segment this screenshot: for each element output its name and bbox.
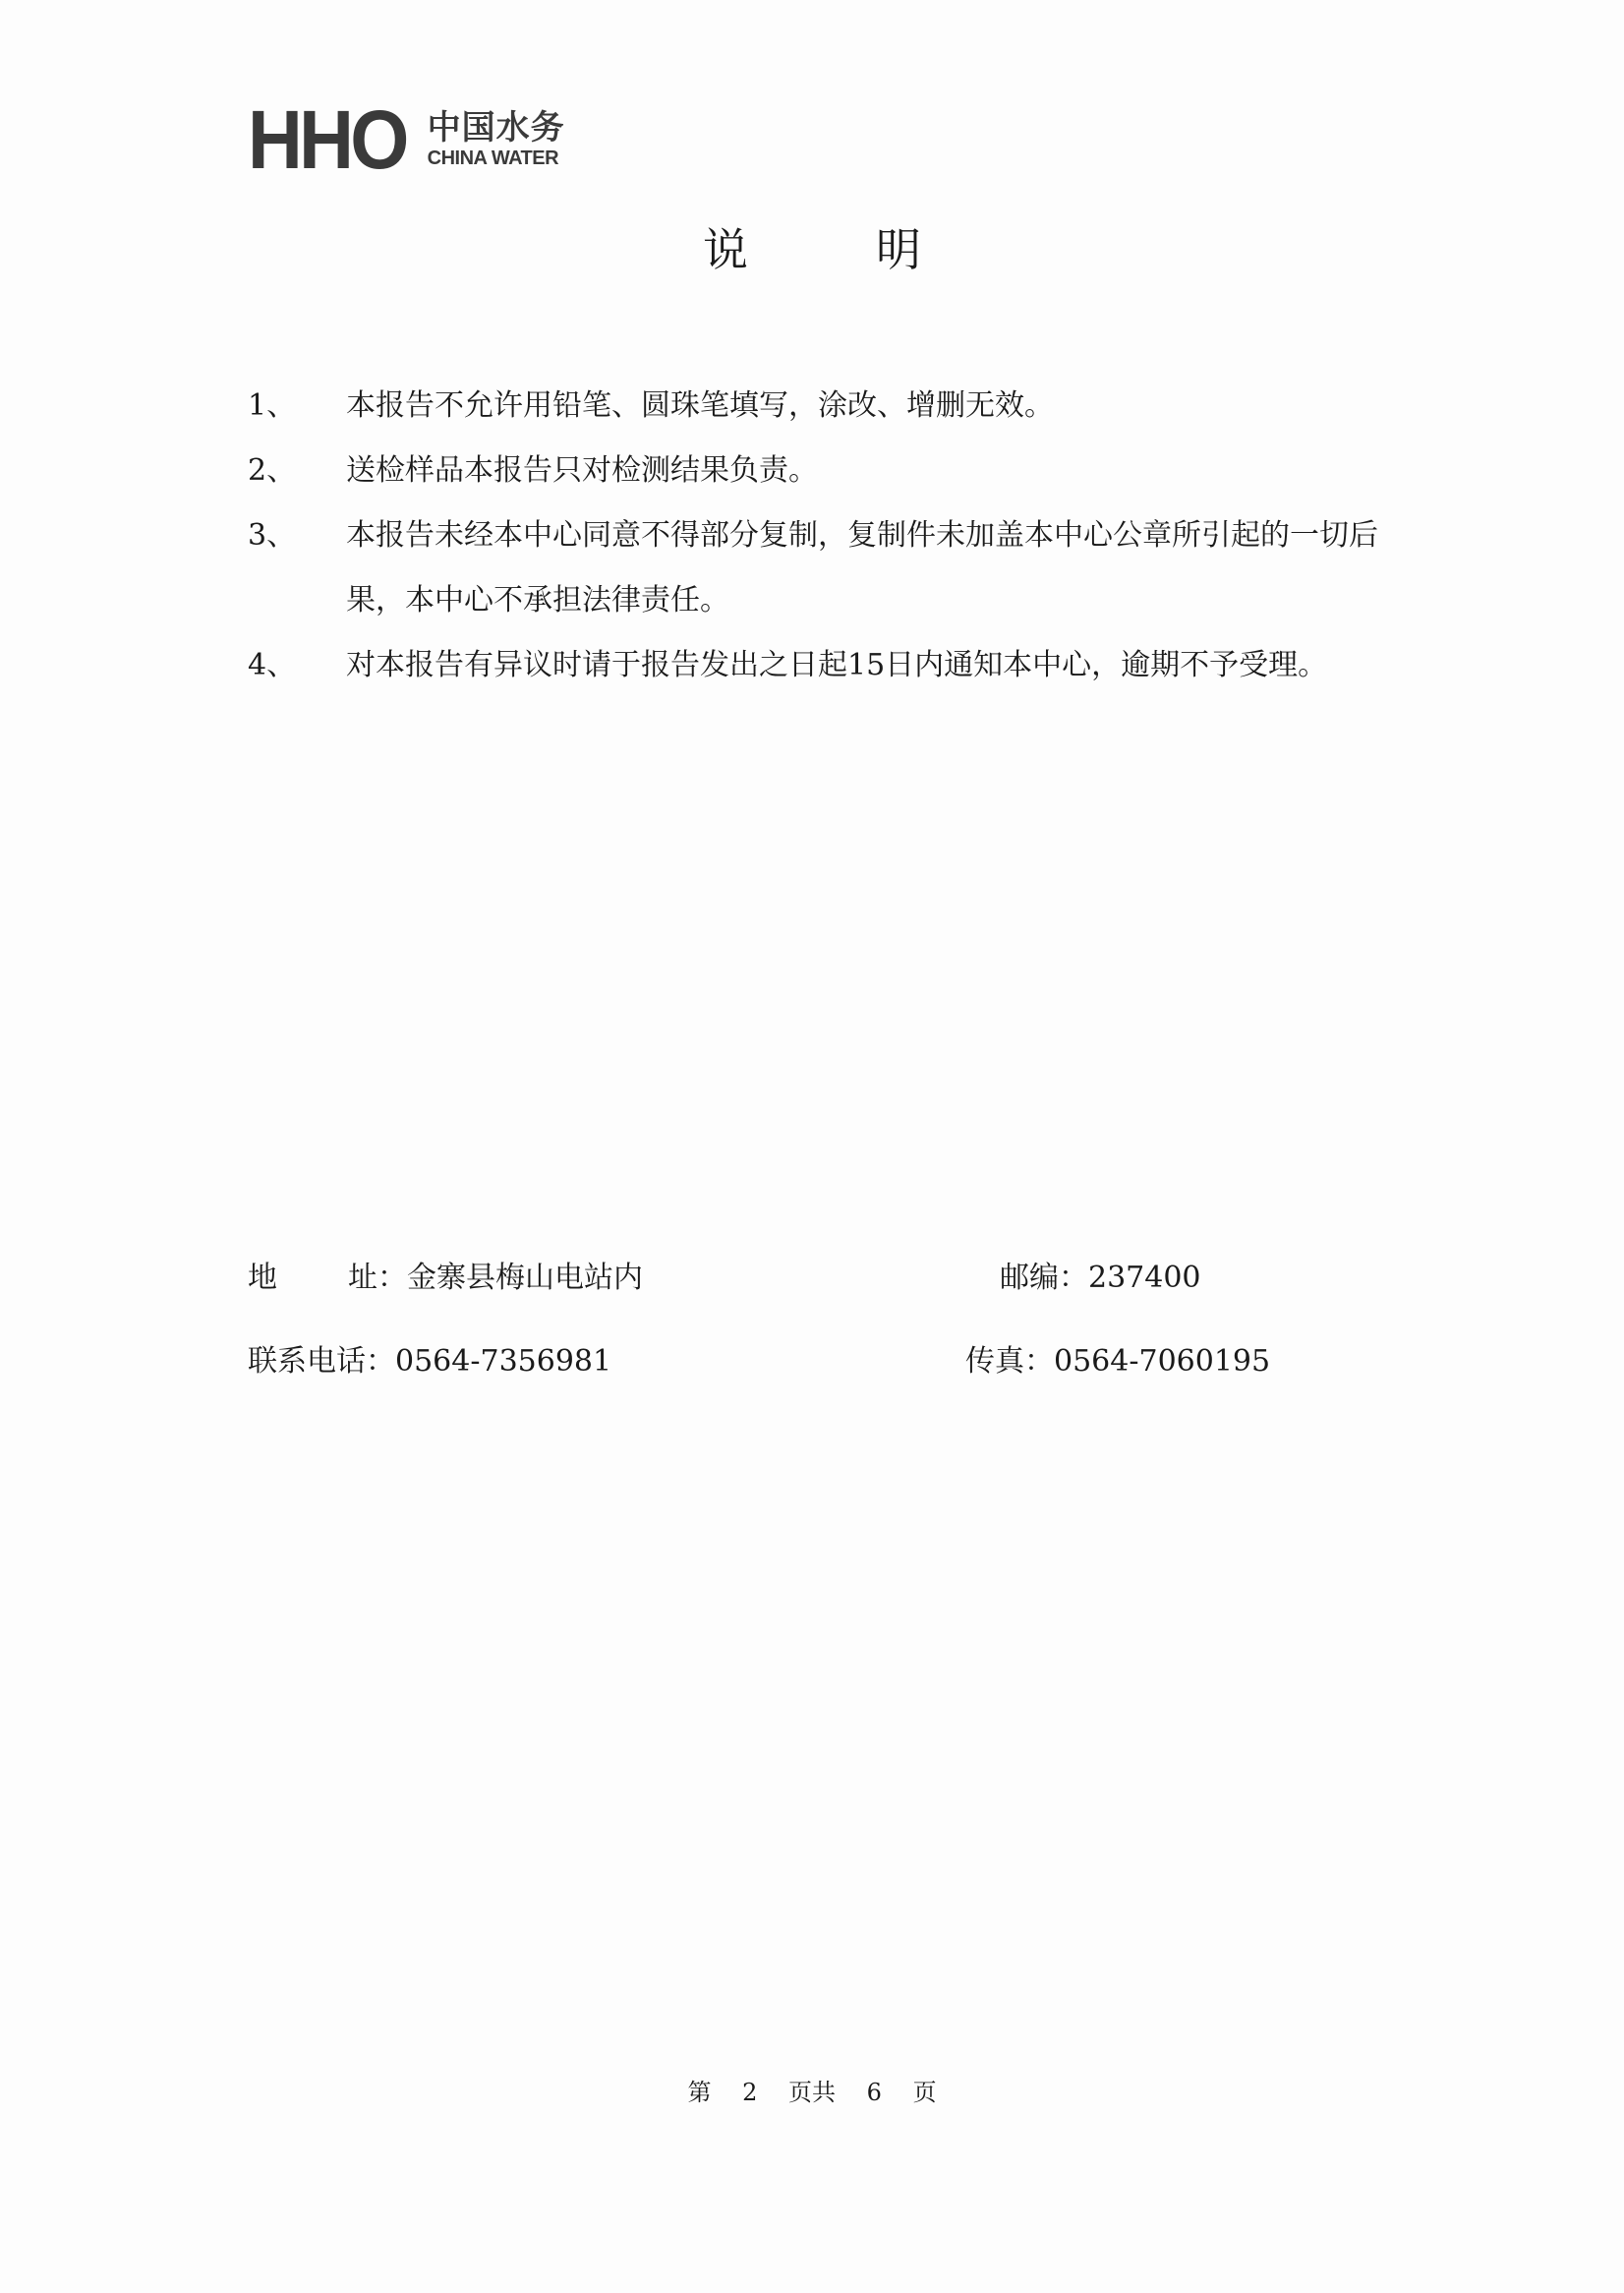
company-logo (248, 93, 565, 186)
fax-value: 0564-7060195 (1054, 1344, 1271, 1379)
note-item (248, 633, 1388, 698)
note-text: 对本报告有异议时请于报告发出之日起15日内通知本中心，逾期不予受理。 (346, 648, 1328, 682)
note-text: 本报告未经本中心同意不得部分复制，复制件未加盖本中心公章所引起的一切后果，本中心不承担法律责任。 (346, 518, 1378, 617)
note-number: 1、 (248, 388, 297, 423)
page-title: 说明 (703, 223, 1049, 276)
logo-chinese-name: 中国水务 (427, 108, 565, 147)
footer-total-pages: 6 (866, 2079, 882, 2106)
footer-current-page: 2 (742, 2079, 758, 2106)
notes-list (248, 374, 1388, 698)
note-item (248, 439, 1388, 503)
address-label: 地 址： (248, 1261, 407, 1295)
fax-field (965, 1342, 1270, 1382)
footer-prefix: 第 (687, 2079, 712, 2106)
fax-label: 传真： (965, 1344, 1054, 1379)
postcode-field (1000, 1259, 1201, 1298)
logo-mark: HHO (248, 93, 406, 186)
note-item (248, 503, 1388, 633)
note-item (248, 374, 1388, 439)
phone-label: 联系电话： (248, 1344, 395, 1379)
footer-middle: 页共 (788, 2079, 836, 2106)
note-number: 4、 (248, 648, 297, 682)
note-text: 本报告不允许用铅笔、圆珠笔填写，涂改、增删无效。 (346, 388, 1054, 423)
address-value: 金寨县梅山电站内 (407, 1261, 643, 1295)
note-number: 2、 (248, 453, 297, 488)
note-text: 送检样品本报告只对检测结果负责。 (346, 453, 818, 488)
note-number: 3、 (248, 518, 297, 553)
postcode-value: 237400 (1088, 1261, 1201, 1295)
logo-text (427, 108, 565, 169)
phone-value: 0564-7356981 (395, 1344, 612, 1379)
logo-english-name: CHINA WATER (427, 147, 559, 169)
postcode-label: 邮编： (1000, 1261, 1088, 1295)
phone-field (248, 1342, 611, 1382)
address-field (248, 1259, 643, 1298)
page-number-footer (0, 2073, 1624, 2107)
footer-suffix: 页 (912, 2079, 937, 2106)
